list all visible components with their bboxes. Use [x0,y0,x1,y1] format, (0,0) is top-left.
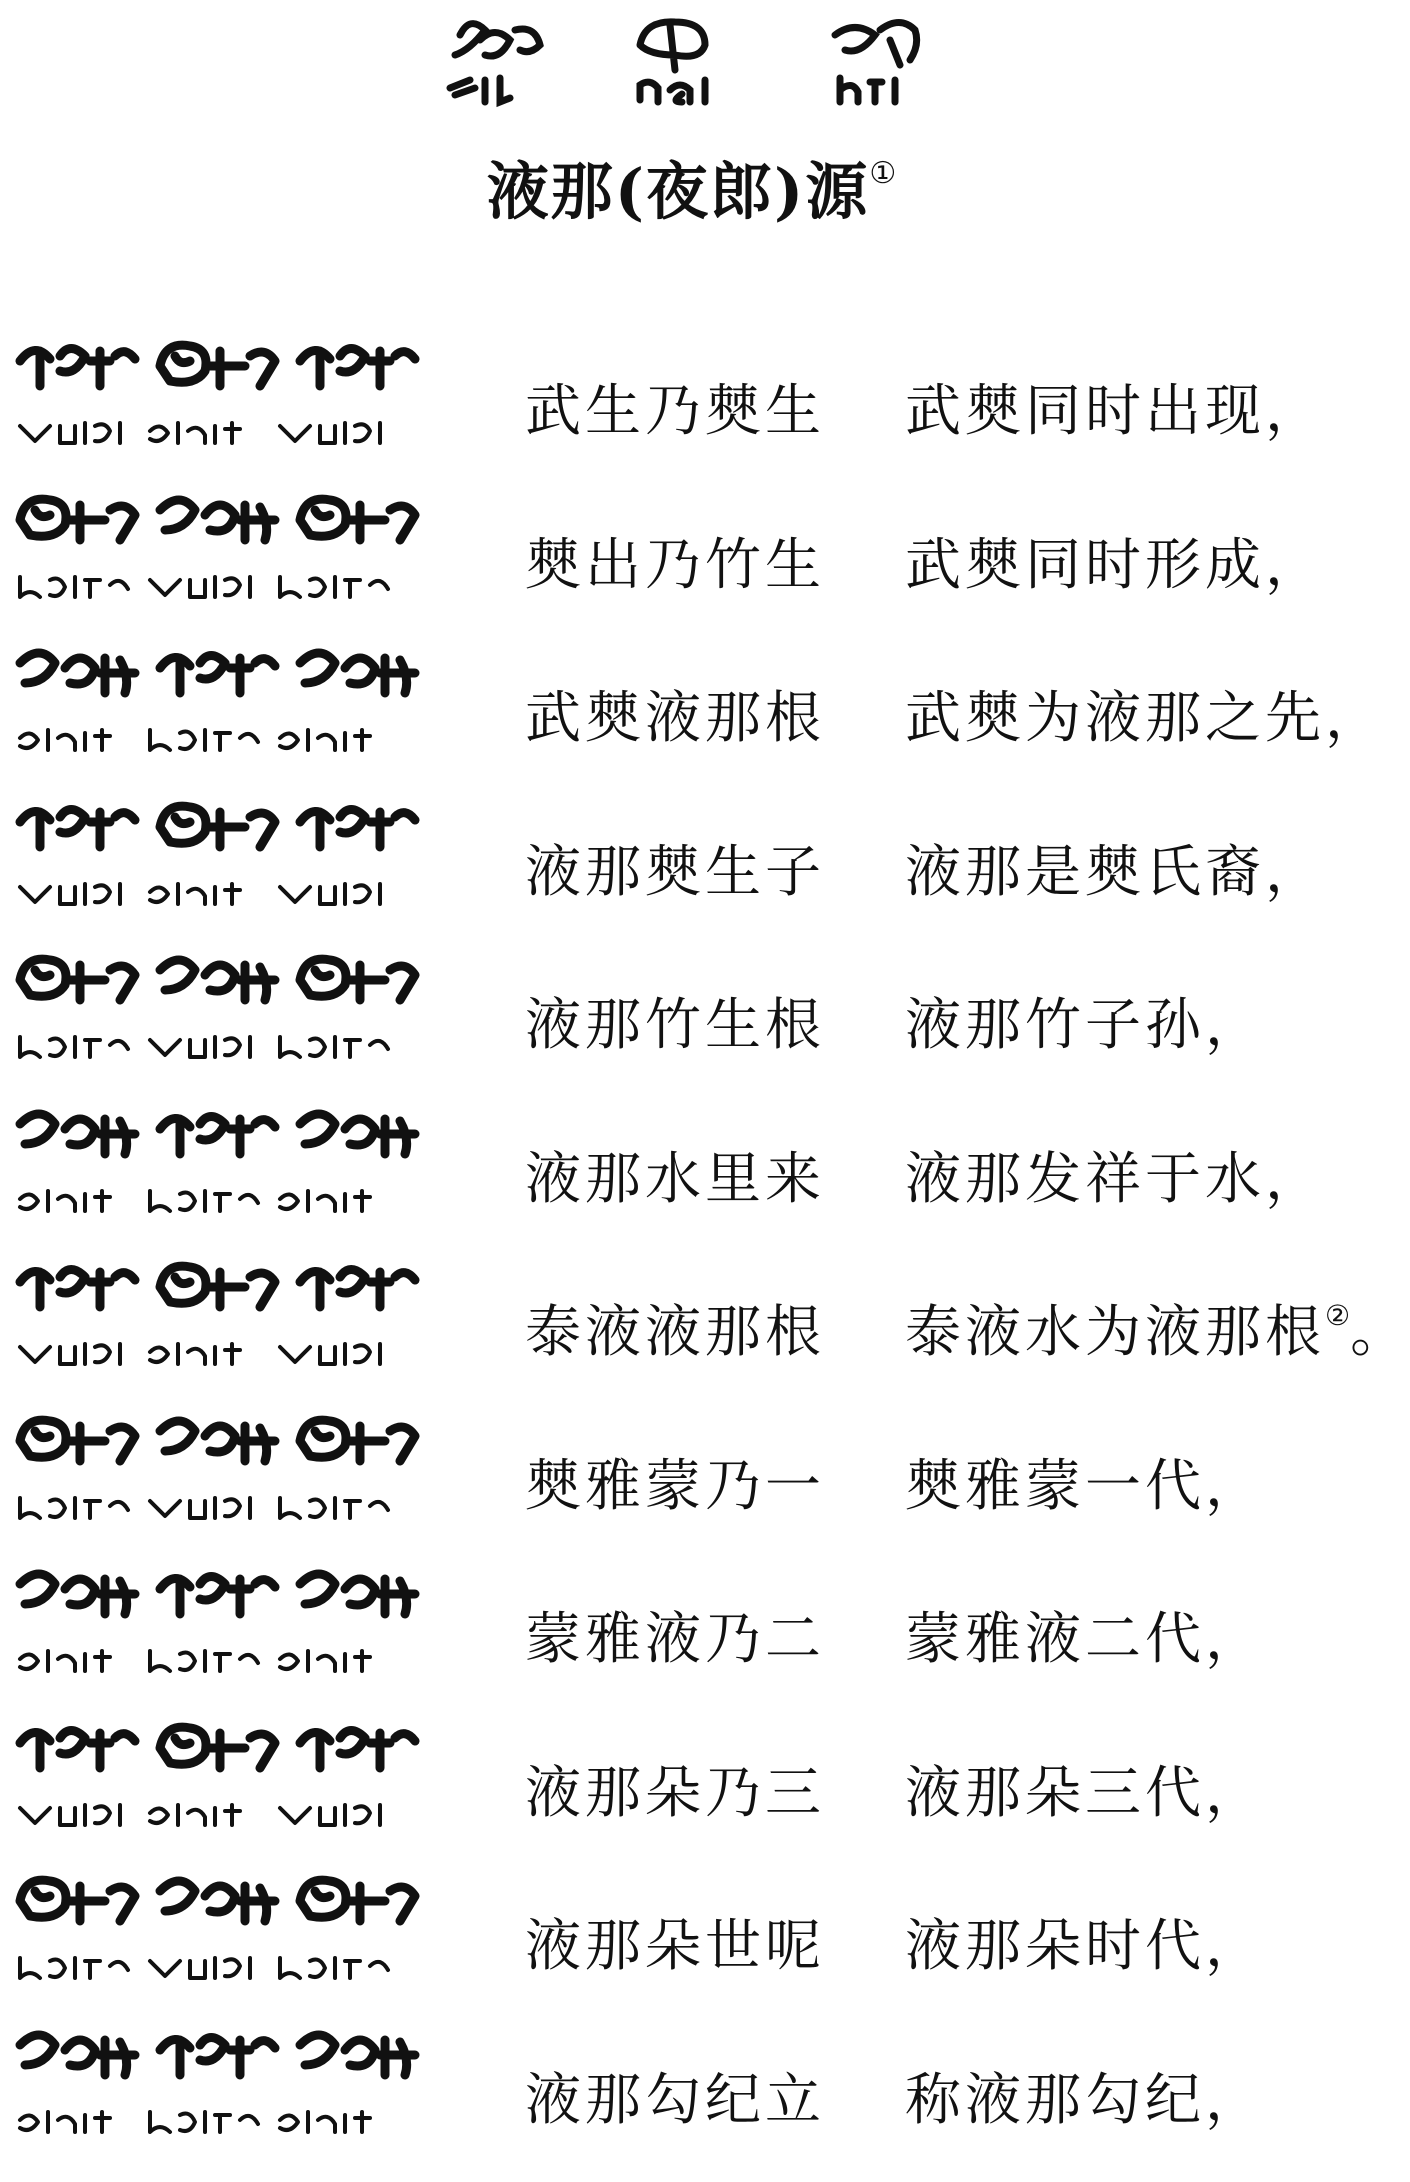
yi-transliteration: 液那僰生子 [525,839,825,905]
yi-script-line-icon [10,1406,440,1546]
verse-row [0,2014,1385,2168]
chinese-translation [905,1135,1325,1215]
chinese-translation [905,1288,1410,1368]
verse-row [0,939,1385,1093]
yi-script-line-icon [10,331,440,471]
chinese-translation [905,367,1325,447]
translation-text: 称液那勾纪， [905,2067,1265,2133]
yi-transliteration: 蒙雅液乃二 [525,1607,825,1672]
footnote-mark: ① [869,156,899,191]
verse-row [0,632,1385,786]
translation-text: 液那是僰氏裔， [905,839,1325,905]
yi-script-glyph-icon [820,10,940,115]
verse-row [0,786,1385,940]
yi-script-line-icon [10,1252,440,1392]
chinese-translation [905,981,1265,1061]
yi-transliteration: 液那朵世呢 [525,1914,825,1979]
yi-transliteration: 僰出乃竹生 [525,532,825,598]
yi-script-line-icon [10,638,440,778]
yi-script-line-icon [10,792,440,932]
yi-script-glyph-icon [440,10,560,115]
yi-transliteration: 武生乃僰生 [525,379,825,444]
yi-transliteration: 液那朵乃三 [525,1760,825,1826]
yi-script-line-icon [10,485,440,625]
yi-script-glyph-icon [620,10,740,115]
verse-list [0,325,1410,2167]
verse-row [0,325,1385,479]
translation-text: 武僰为液那之先， [905,686,1385,751]
translation-text: 武僰同时形成， [905,532,1325,598]
translation-text: 僰雅蒙一代， [905,1453,1265,1519]
chinese-translation [905,1442,1265,1522]
verse-row [0,1246,1410,1400]
chinese-translation [905,674,1385,754]
page-title: 液那(夜郎)源① [486,155,899,228]
verse-row [0,1860,1385,2014]
verse-row [0,1553,1385,1707]
verse-row [0,1093,1385,1247]
chinese-translation [905,521,1325,601]
translation-text: 泰液水为液那根 [905,1300,1325,1365]
yi-script-line-icon [10,945,440,1085]
translation-text: 蒙雅液二代， [905,1607,1265,1672]
punctuation: 。 [1350,1300,1410,1365]
yi-transliteration: 液那勾纪立 [525,2067,825,2133]
verse-row [0,1400,1385,1554]
page-header [0,0,1385,260]
chinese-translation [905,1749,1265,1829]
yi-script-line-icon [10,1099,440,1239]
yi-transliteration: 武僰液那根 [525,686,825,751]
translation-text: 液那发祥于水， [905,1146,1325,1212]
yi-script-line-icon [10,1866,440,2006]
translation-text: 液那竹子孙， [905,993,1265,1058]
translation-text: 武僰同时出现， [905,379,1325,444]
chinese-translation [905,828,1325,908]
yi-transliteration: 泰液液那根 [525,1300,825,1365]
verse-row [0,479,1385,633]
translation-text: 液那朵三代， [905,1760,1265,1826]
footnote-mark: ② [1325,1299,1351,1332]
yi-script-line-icon [10,1713,440,1853]
yi-script-line-icon [10,2020,440,2160]
chinese-translation [905,1902,1265,1982]
chinese-translation [905,2056,1265,2136]
translation-text: 液那朵时代， [905,1914,1265,1979]
yi-script-line-icon [10,1559,440,1699]
yi-transliteration: 僰雅蒙乃一 [525,1453,825,1519]
yi-transliteration: 液那竹生根 [525,993,825,1058]
verse-row [0,1707,1385,1861]
yi-transliteration: 液那水里来 [525,1146,825,1212]
chinese-translation [905,1595,1265,1675]
